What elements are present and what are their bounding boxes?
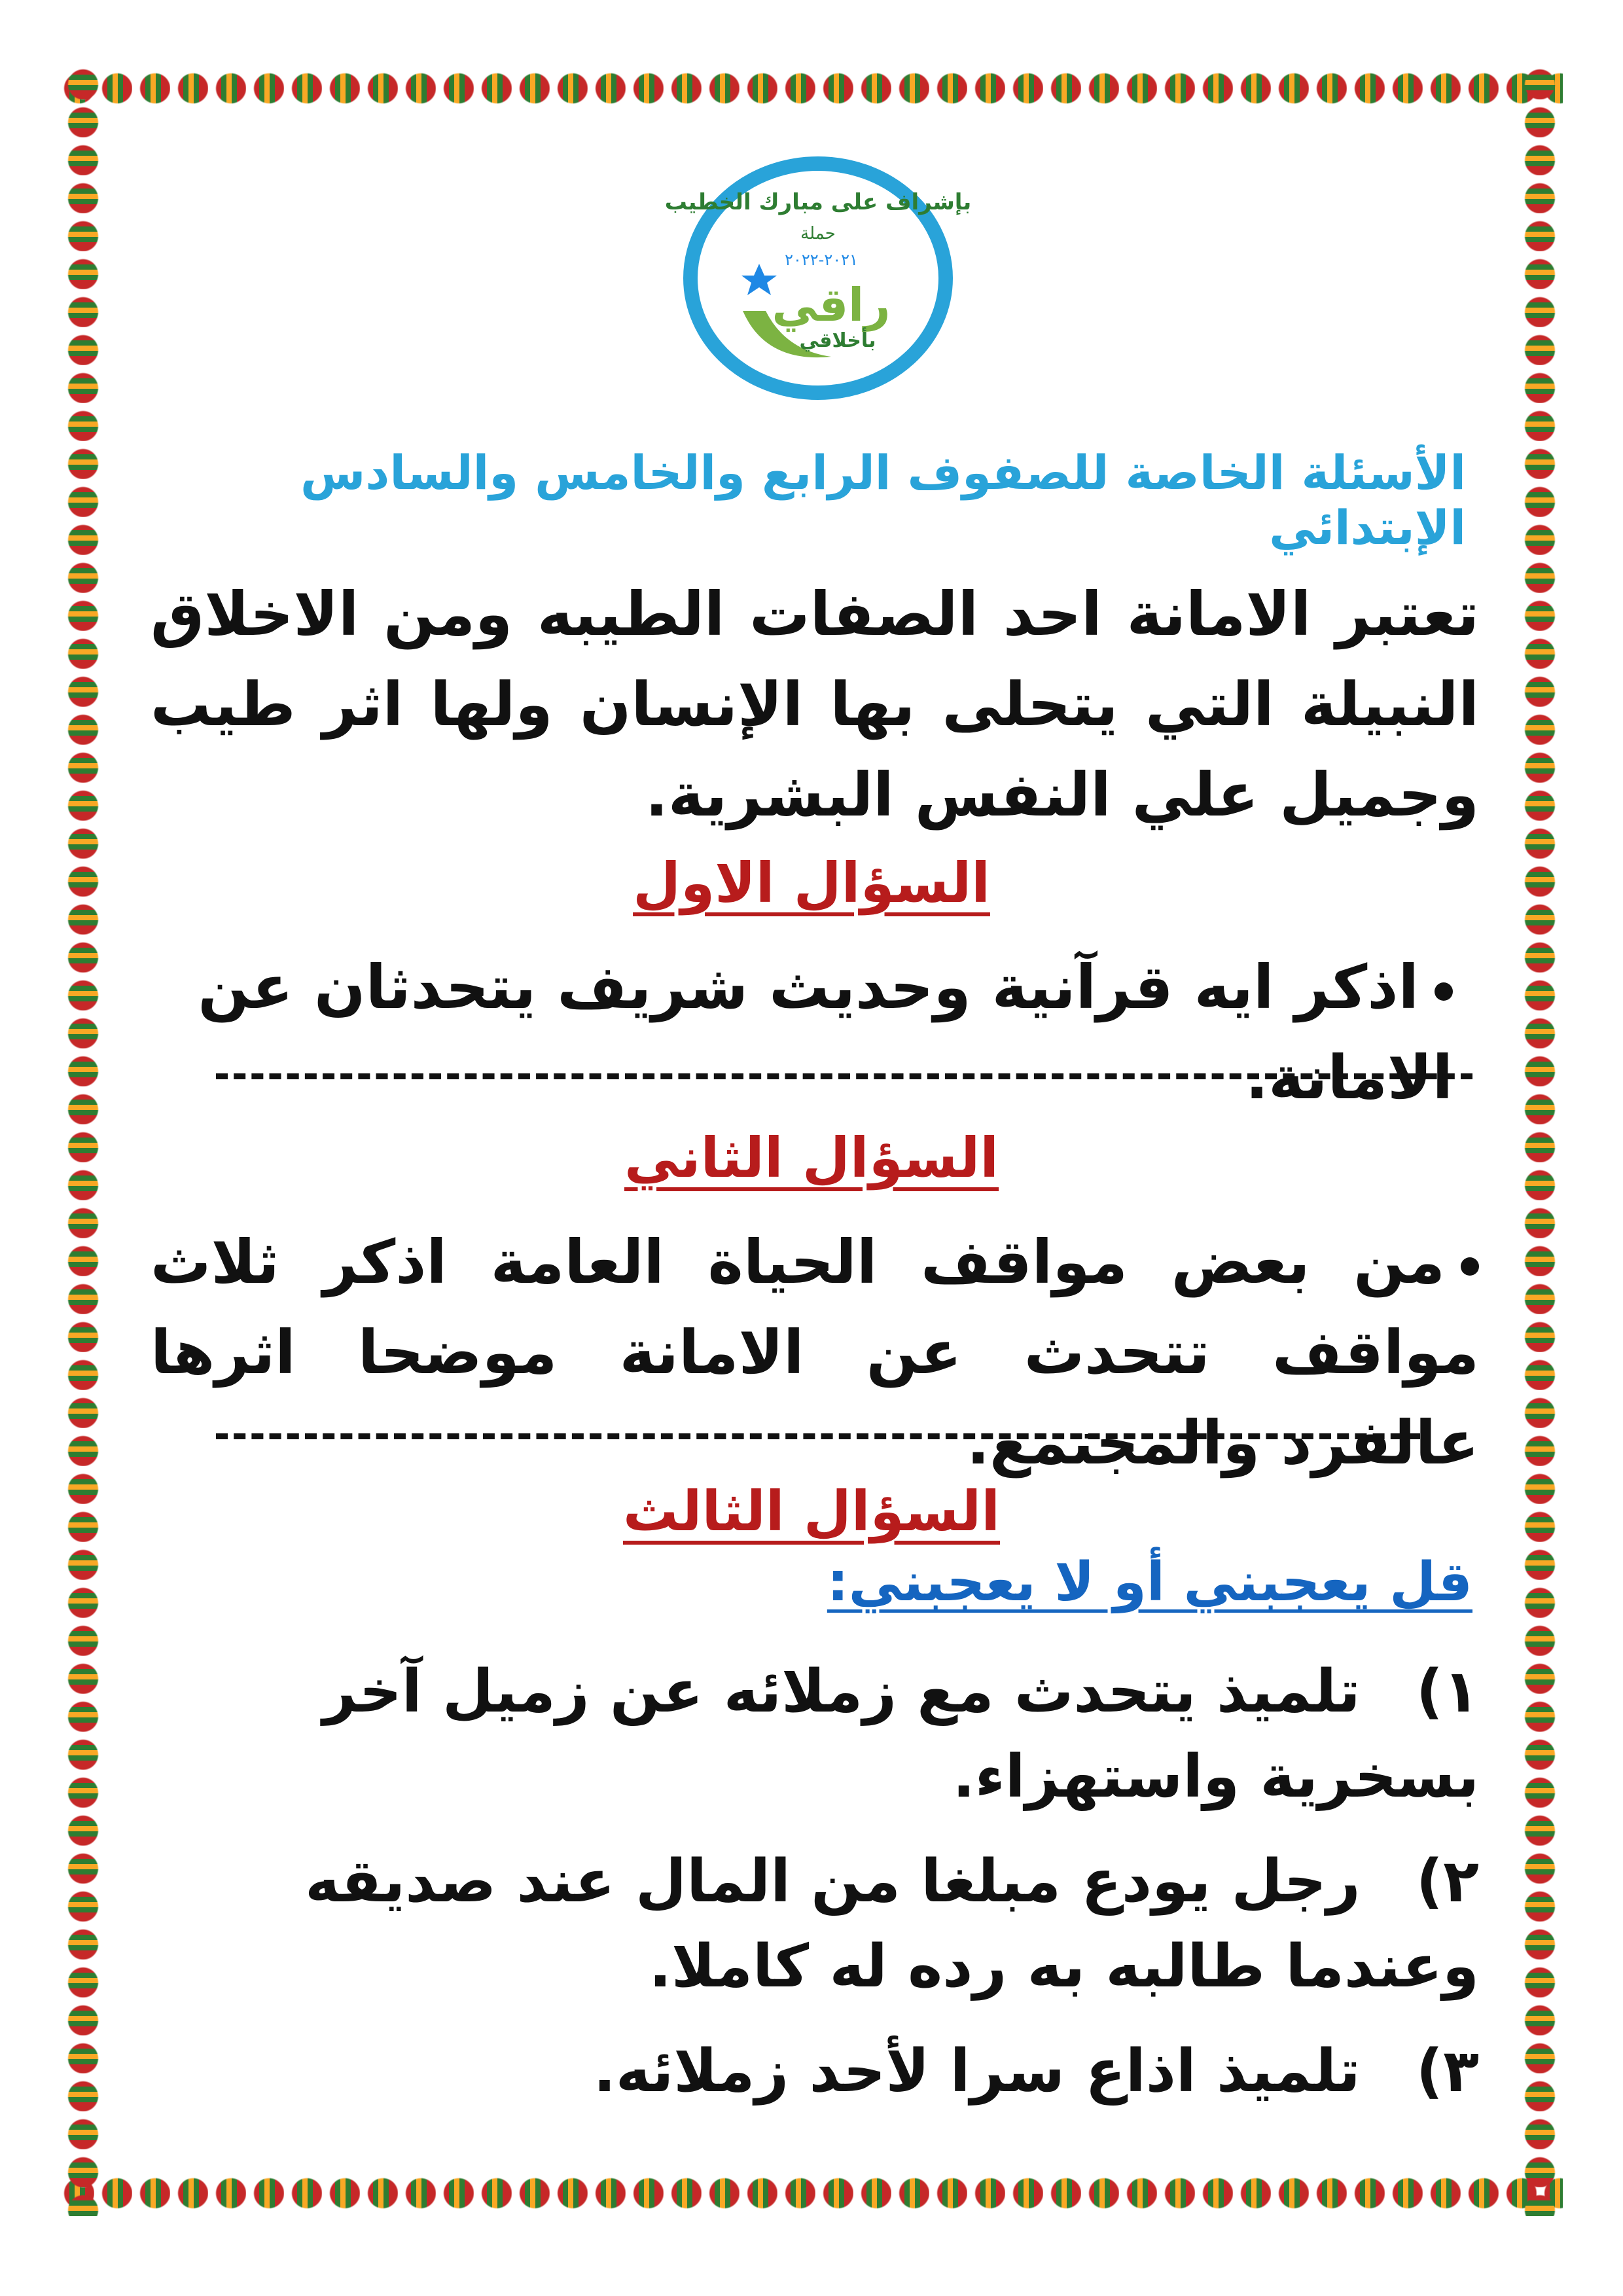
logo-tagline: بأخلاقي — [799, 329, 876, 352]
item-text: تلميذ يتحدث مع زملائه عن زميل آخر بسخرية واستهزاء. — [323, 1657, 1479, 1811]
list-item — [151, 2029, 1479, 2114]
logo-name: راقي — [772, 278, 891, 332]
floral-border-left — [60, 65, 106, 2216]
bullet-icon — [1435, 982, 1453, 1001]
bullet-icon — [1461, 1257, 1479, 1276]
logo-campaign: حملة — [800, 224, 836, 243]
question-3-instruction: قل يعجبني أو لا يعجبني: — [827, 1551, 1472, 1613]
question-2 — [151, 1217, 1479, 1488]
item-number: ١) — [1416, 1657, 1479, 1726]
item-text: رجل يودع مبلغا من المال عند صديقه وعندما طالبه به رده له كاملا. — [305, 1847, 1479, 2001]
floral-border-top — [60, 65, 1563, 111]
question-1-text: اذكر ايه قرآنية وحديث شريف يتحدثان عن الامانة. — [198, 952, 1453, 1113]
answer-line-1 — [216, 1073, 1472, 1079]
logo-arc-text: بإشراف على مبارك الخطيب — [664, 189, 972, 215]
logo-years: ٢٠٢١-٢٠٢٢ — [785, 251, 858, 269]
intro-paragraph: تعتبر الامانة احد الصفات الطيبه ومن الاخلاق النبيلة التي يتحلى بها الإنسان ولها اثر طيب وجميل علي النفس البشرية. — [151, 579, 1479, 830]
floral-border-right — [1517, 65, 1563, 2216]
list-item — [151, 1649, 1479, 1820]
question-3-title: السؤال الثالث — [622, 1479, 1001, 1543]
page-heading: الأسئلة الخاصة للصفوف الرابع والخامس والسادس الإبتدائي — [300, 445, 1466, 555]
item-number: ٣) — [1416, 2037, 1479, 2106]
item-number: ٢) — [1416, 1847, 1479, 1916]
campaign-logo — [664, 147, 972, 422]
answer-line-2 — [216, 1433, 1420, 1439]
floral-border-bottom — [60, 2170, 1563, 2216]
list-item — [151, 1839, 1479, 2009]
question-1 — [196, 942, 1453, 1123]
question-1-title: السؤال الاول — [633, 851, 990, 915]
item-text: تلميذ اذاع سرا لأحد زملائه. — [593, 2037, 1361, 2106]
question-2-text: من بعض مواقف الحياة العامة اذكر ثلاث مواقف تتحدث عن الامانة موضحا اثرها عالفرد والمجتمع. — [151, 1227, 1479, 1478]
question-2-title: السؤال الثاني — [624, 1126, 999, 1190]
